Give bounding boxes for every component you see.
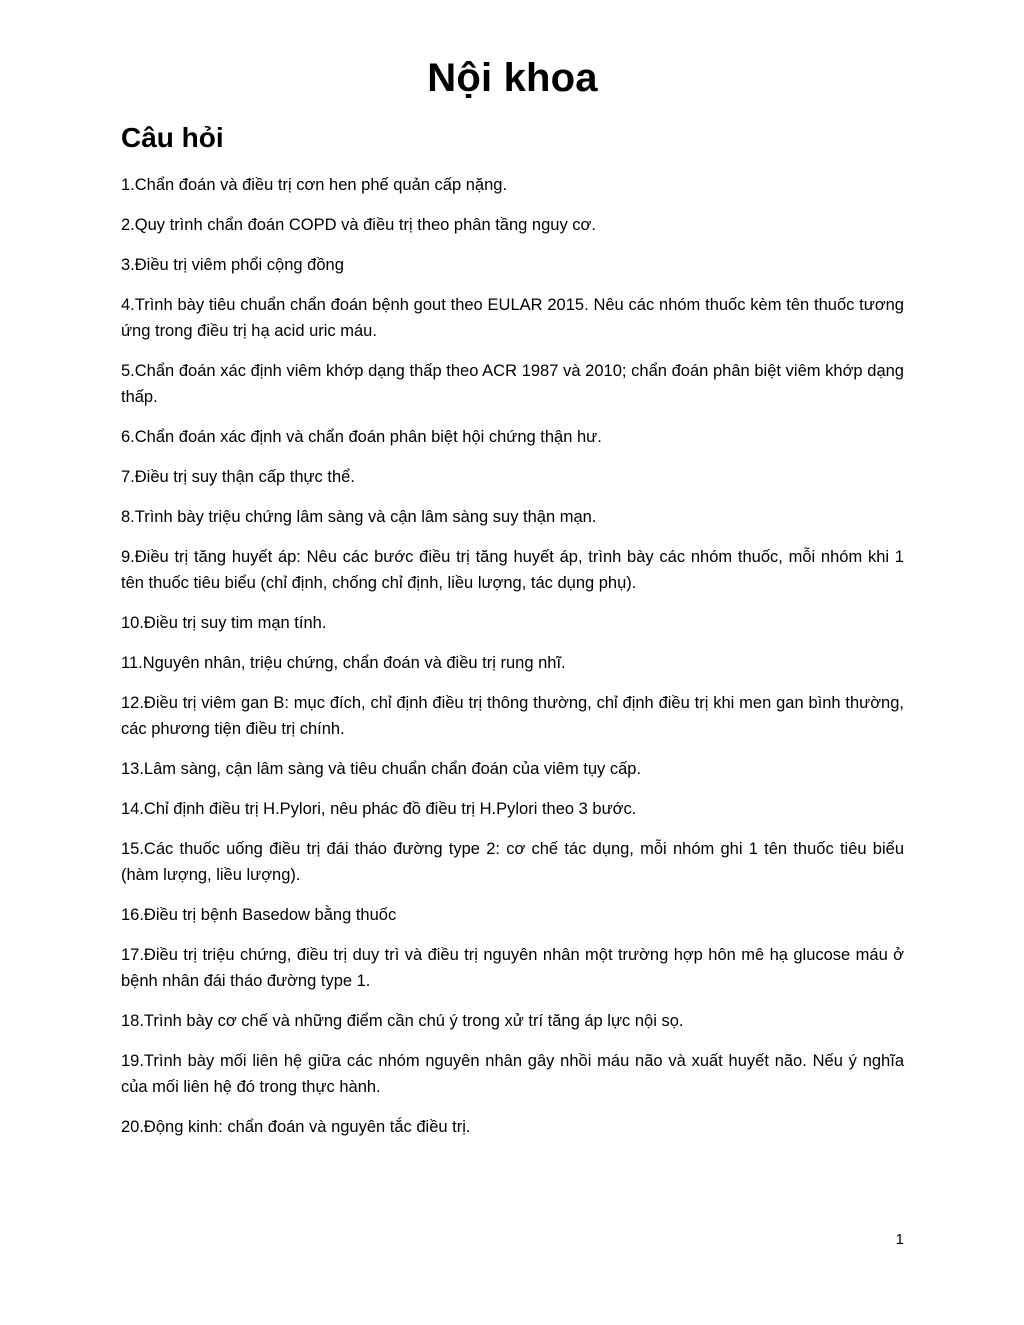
question-item: 18.Trình bày cơ chế và những điểm cần chú ý trong xử trí tăng áp lực nội sọ.: [121, 1012, 684, 1030]
question-item: 1.Chẩn đoán và điều trị cơn hen phế quản cấp nặng.: [121, 176, 508, 194]
question-item: 15.Các thuốc uống điều trị đái tháo đường type 2: cơ chế tác dụng, mỗi nhóm ghi 1 tên thuốc tiêu biểu (hàm lượng, liều lượng).: [121, 840, 904, 884]
question-item: 7.Điều trị suy thận cấp thực thể.: [121, 468, 355, 486]
question-item: 12.Điều trị viêm gan B: mục đích, chỉ định điều trị thông thường, chỉ định điều trị khi men gan bình thường, các phương tiện điều trị chính.: [121, 694, 904, 738]
question-item: 16.Điều trị bệnh Basedow bằng thuốc: [121, 906, 397, 924]
question-item: 19.Trình bày mối liên hệ giữa các nhóm nguyên nhân gây nhồi máu não và xuất huyết não. Nếu ý nghĩa của mối liên hệ đó trong thực hành.: [121, 1052, 904, 1096]
page-number: 1: [895, 1231, 904, 1248]
question-item: 6.Chẩn đoán xác định và chẩn đoán phân biệt hội chứng thận hư.: [121, 428, 602, 446]
question-item: 4.Trình bày tiêu chuẩn chẩn đoán bệnh gout theo EULAR 2015. Nêu các nhóm thuốc kèm tên thuốc tương ứng trong điều trị hạ acid uric máu.: [121, 296, 904, 340]
question-item: 17.Điều trị triệu chứng, điều trị duy trì và điều trị nguyên nhân một trường hợp hôn mê hạ glucose máu ở bệnh nhân đái tháo đường type 1.: [121, 946, 904, 990]
question-item: 8.Trình bày triệu chứng lâm sàng và cận lâm sàng suy thận mạn.: [121, 508, 597, 526]
question-item: 13.Lâm sàng, cận lâm sàng và tiêu chuẩn chẩn đoán của viêm tụy cấp.: [121, 760, 642, 778]
question-item: 3.Điều trị viêm phổi cộng đồng: [121, 256, 344, 274]
question-item: 11.Nguyên nhân, triệu chứng, chẩn đoán và điều trị rung nhĩ.: [121, 654, 566, 672]
question-item: 5.Chẩn đoán xác định viêm khớp dạng thấp theo ACR 1987 và 2010; chẩn đoán phân biệt viêm khớp dạng thấp.: [121, 362, 904, 406]
question-item: 20.Động kinh: chẩn đoán và nguyên tắc điều trị.: [121, 1118, 471, 1136]
question-item: 10.Điều trị suy tim mạn tính.: [121, 614, 327, 632]
question-list: [121, 172, 904, 1154]
section-heading: Câu hỏi: [121, 122, 224, 153]
question-item: 2.Quy trình chẩn đoán COPD và điều trị theo phân tầng nguy cơ.: [121, 216, 596, 234]
question-item: 9.Điều trị tăng huyết áp: Nêu các bước điều trị tăng huyết áp, trình bày các nhóm thuốc, mỗi nhóm khi 1 tên thuốc tiêu biểu (chỉ định, chống chỉ định, liều lượng, tác dụng phụ).: [121, 548, 904, 592]
question-item: 14.Chỉ định điều trị H.Pylori, nêu phác đồ điều trị H.Pylori theo 3 bước.: [121, 800, 637, 818]
document-page: [121, 0, 904, 1325]
document-title: Nội khoa: [427, 56, 598, 100]
